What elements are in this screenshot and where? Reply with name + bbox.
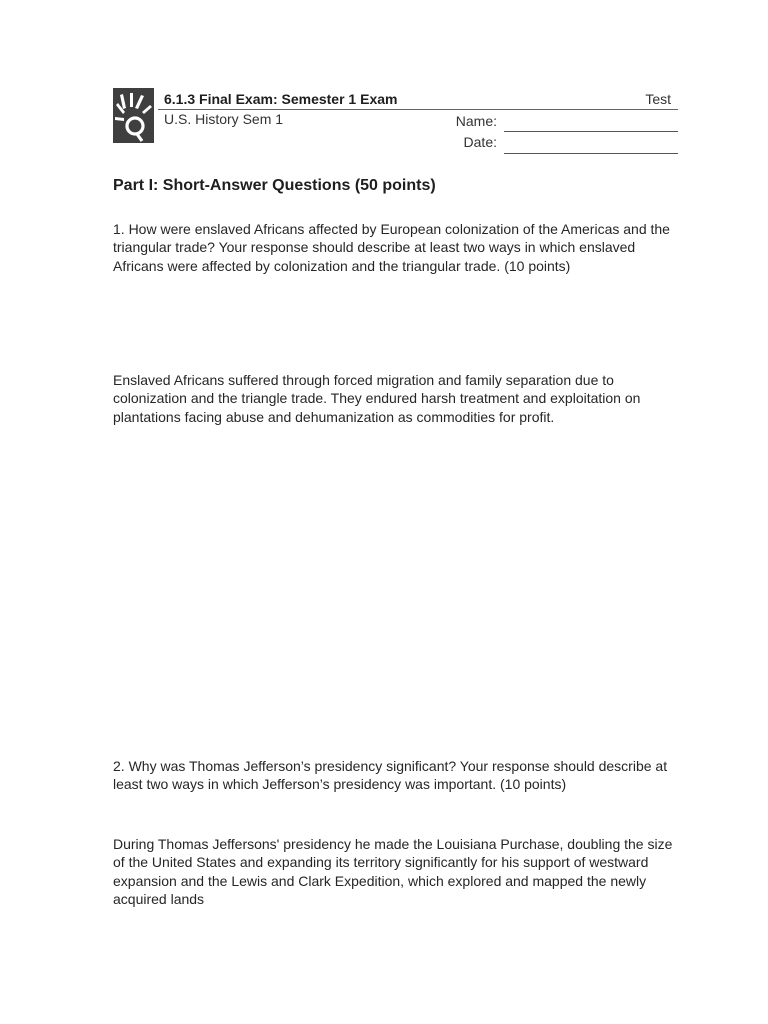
- course-name: U.S. History Sem 1: [164, 111, 284, 127]
- question-2-prompt: 2. Why was Thomas Jefferson’s presidency significant? Your response should describe at least two ways in which Jefferson’s presidency was important. (10 points): [113, 758, 668, 793]
- header-divider: [158, 109, 678, 110]
- date-label: Date:: [463, 134, 497, 150]
- part-heading: Part I: Short-Answer Questions (50 points): [113, 177, 436, 194]
- exam-title: 6.1.3 Final Exam: Semester 1 Exam: [164, 91, 398, 107]
- question-1-prompt: 1. How were enslaved Africans affected by European colonization of the Americas and the triangular trade? Your response should describe at least two ways in which enslaved Africans were affected by colonization and the triangular trade. (10 points): [113, 221, 670, 274]
- document-type-label: Test: [645, 91, 671, 107]
- question-2-answer: During Thomas Jeffersons' presidency he made the Louisiana Purchase, doubling the size of the United States and expanding its territory significantly for his support of westward expansion and the Lewis and Clark Expedition, which explored and mapped the newly acquired lands: [113, 836, 673, 907]
- sun-person-logo-icon: [113, 88, 154, 143]
- name-field[interactable]: [504, 131, 678, 132]
- name-label: Name:: [455, 113, 497, 129]
- question-1-answer: Enslaved Africans suffered through forced migration and family separation due to colonization and the triangle trade. They endured harsh treatment and exploitation on plantations facing abuse and dehumanization as commodities for profit.: [113, 372, 641, 425]
- date-field[interactable]: [504, 153, 678, 154]
